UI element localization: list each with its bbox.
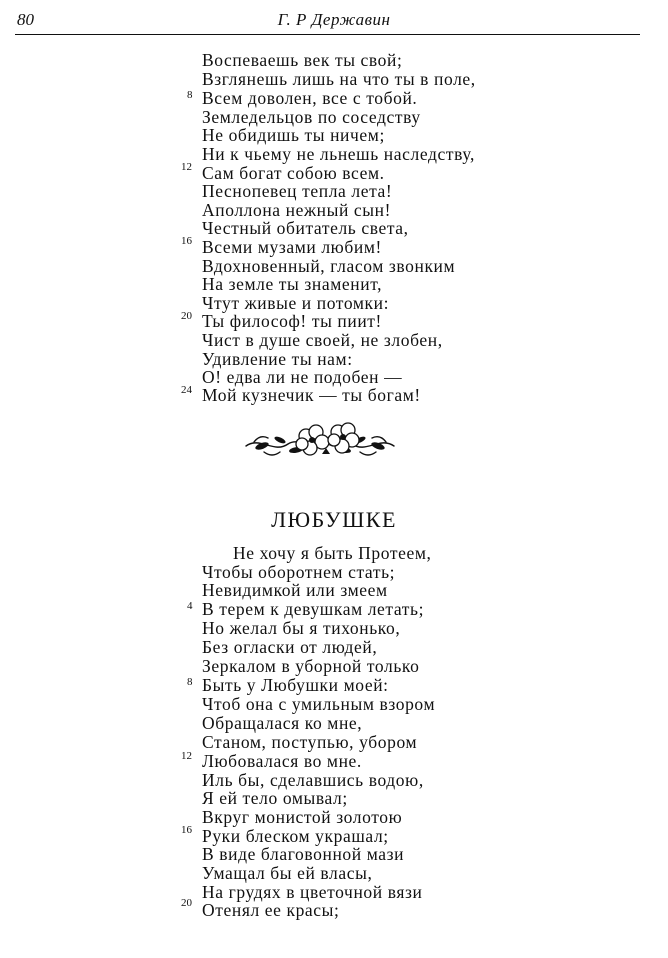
verse-line: На земле ты знаменит,	[202, 274, 383, 294]
line-number: 4	[187, 600, 193, 612]
page-header	[0, 0, 668, 40]
line-number: 24	[181, 384, 192, 396]
verse-line: Земледельцов по соседству	[202, 107, 421, 127]
verse-line: Чист в душе своей, не злобен,	[202, 330, 443, 350]
verse-line: Сам богат собою всем.	[202, 163, 385, 183]
verse-line: Мой кузнечик — ты богам!	[202, 385, 421, 405]
line-number: 8	[187, 676, 193, 688]
verse-line: Чтобы оборотнем стать;	[202, 562, 396, 582]
verse-line: Взглянешь лишь на что ты в поле,	[202, 69, 476, 89]
header-rule	[15, 34, 640, 35]
line-number: 8	[187, 89, 193, 101]
verse-line: Руки блеском украшал;	[202, 826, 389, 846]
verse-line: Отенял ее красы;	[202, 900, 340, 920]
verse-line: Станом, поступью, убором	[202, 732, 418, 752]
floral-ornament-icon	[240, 418, 400, 466]
verse-line: Любовалася во мне.	[202, 751, 362, 771]
line-number: 20	[181, 897, 192, 909]
line-number: 16	[181, 824, 192, 836]
verse-line: Зеркалом в уборной только	[202, 656, 420, 676]
running-title: Г. Р Державин	[277, 10, 391, 29]
verse-line: Не обидишь ты ничем;	[202, 125, 385, 145]
verse-line: Умащал бы ей власы,	[202, 863, 373, 883]
verse-line: На грудях в цветочной вязи	[202, 882, 423, 902]
verse-line: Иль бы, сделавшись водою,	[202, 770, 424, 790]
page-number: 80	[17, 10, 34, 29]
verse-line: О! едва ли не подобен —	[202, 367, 403, 387]
verse-line: Всем доволен, все с тобой.	[202, 88, 418, 108]
verse-line: Песнопевец тепла лета!	[202, 181, 393, 201]
verse-line: Но желал бы я тихонько,	[202, 618, 401, 638]
verse-line: Вкруг монистой золотою	[202, 807, 403, 827]
verse-line: Аполлона нежный сын!	[202, 200, 392, 220]
verse-line: Воспеваешь век ты свой;	[202, 50, 403, 70]
verse-line: Удивление ты нам:	[202, 349, 353, 369]
line-number: 16	[181, 235, 192, 247]
verse-line: Честный обитатель света,	[202, 218, 409, 238]
verse-line: Всеми музами любим!	[202, 237, 382, 257]
verse-line: В виде благовонной мази	[202, 844, 405, 864]
verse-line: Чтоб она с умильным взором	[202, 694, 436, 714]
verse-line: Я ей тело омывал;	[202, 788, 348, 808]
verse-line: В терем к девушкам летать;	[202, 599, 425, 619]
verse-line: Невидимкой или змеем	[202, 580, 388, 600]
line-number: 20	[181, 310, 192, 322]
verse-line: Обращалася ко мне,	[202, 713, 363, 733]
verse-line: Ты философ! ты пиит!	[202, 311, 382, 331]
verse-line: Быть у Любушки моей:	[202, 675, 389, 695]
verse-line: Не хочу я быть Протеем,	[233, 543, 432, 563]
verse-line: Без огласки от людей,	[202, 637, 378, 657]
poem-title: ЛЮБУШКЕ	[271, 507, 397, 532]
verse-line: Чтут живые и потомки:	[202, 293, 390, 313]
verse-line: Вдохновенный, гласом звонким	[202, 256, 456, 276]
verse-line: Ни к чьему не льнешь наследству,	[202, 144, 475, 164]
line-number: 12	[181, 161, 192, 173]
line-number: 12	[181, 750, 192, 762]
